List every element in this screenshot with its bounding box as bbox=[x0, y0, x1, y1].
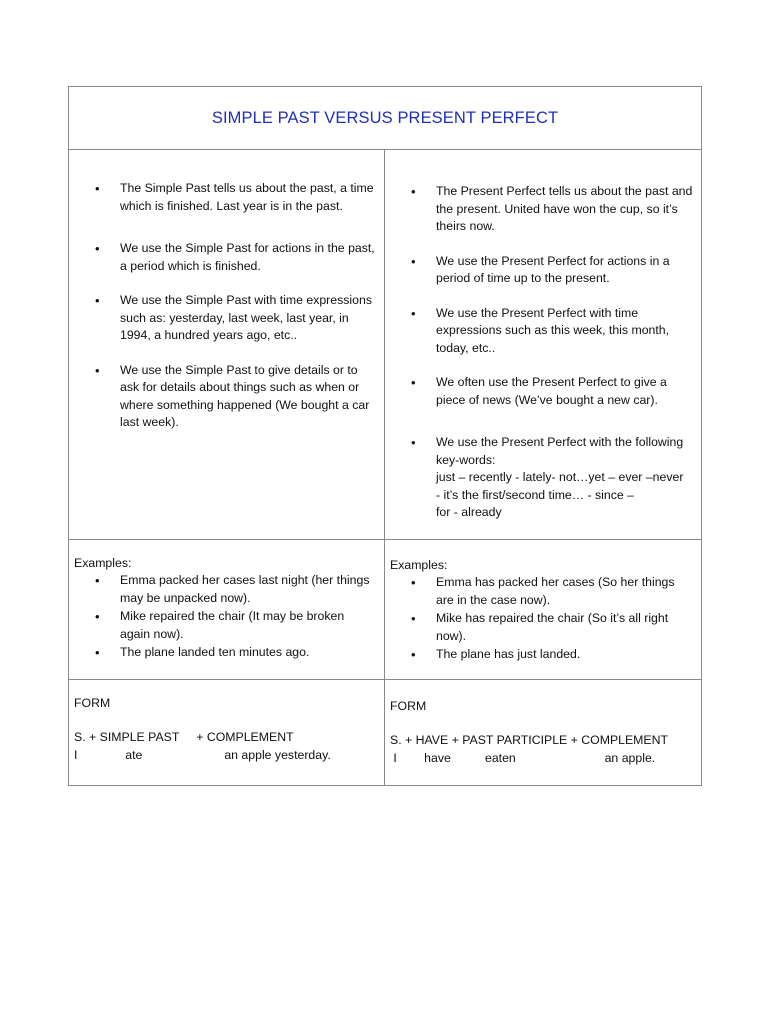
example-item: • Emma packed her cases last night (her things may be unpacked now). bbox=[73, 572, 380, 607]
form-label: FORM bbox=[74, 695, 111, 710]
title-cell bbox=[69, 87, 702, 150]
present-perfect-form-cell bbox=[385, 679, 702, 786]
present-perfect-examples bbox=[389, 574, 697, 664]
list-item: • We use the Simple Past for actions in the past, a period which is finished. bbox=[69, 240, 384, 275]
example-item: • The plane has just landed. bbox=[389, 646, 697, 664]
keywords-line: just – recently - lately- not…yet – ever –never bbox=[436, 470, 684, 484]
present-perfect-points bbox=[385, 183, 701, 522]
present-perfect-points-cell bbox=[385, 150, 702, 540]
list-item: • We use the Simple Past to give details or to ask for details about things such as when or where something happened (We bought a car last week). bbox=[69, 362, 384, 432]
list-item: • The Simple Past tells us about the past, a time which is finished. Last year is in the past. bbox=[69, 180, 384, 215]
simple-past-examples-cell bbox=[69, 539, 385, 679]
list-item: • We use the Present Perfect with time expressions such as this week, this month, today, etc.. bbox=[385, 305, 701, 358]
form-structure: S. + HAVE + PAST PARTICIPLE + COMPLEMENT bbox=[390, 733, 669, 747]
keywords-line: - it’s the first/second time… - since – bbox=[436, 487, 634, 502]
keywords-intro: • We use the Present Perfect with the following key-words: bbox=[436, 435, 684, 467]
keywords-item bbox=[385, 434, 701, 522]
example-item: • Mike has repaired the chair (So it’s all right now). bbox=[389, 610, 697, 645]
list-item: • We often use the Present Perfect to give a piece of news (We’ve bought a new car). bbox=[385, 374, 701, 409]
simple-past-points bbox=[69, 180, 384, 432]
simple-past-points-cell bbox=[69, 150, 385, 540]
comparison-table bbox=[68, 86, 702, 786]
form-structure: S. + SIMPLE PAST + COMPLEMENT bbox=[74, 730, 294, 744]
simple-past-examples bbox=[73, 572, 380, 662]
list-item: • We use the Simple Past with time expressions such as: yesterday, last week, last year, in 1994, a hundred years ago, etc.. bbox=[69, 292, 384, 345]
present-perfect-examples-cell bbox=[385, 539, 702, 679]
example-item: • The plane landed ten minutes ago. bbox=[73, 644, 380, 662]
list-item: • We use the Present Perfect for actions in a period of time up to the present. bbox=[385, 253, 701, 288]
examples-label: Examples: bbox=[390, 557, 448, 572]
page-title: SIMPLE PAST VERSUS PRESENT PERFECT bbox=[211, 109, 559, 128]
example-item: • Emma has packed her cases (So her things are in the case now). bbox=[389, 574, 697, 609]
example-item: • Mike repaired the chair (It may be broken again now). bbox=[73, 608, 380, 643]
form-example: I have eaten an apple. bbox=[390, 750, 656, 765]
examples-label: Examples: bbox=[74, 555, 132, 570]
form-label: FORM bbox=[390, 698, 427, 713]
list-item: • The Present Perfect tells us about the past and the present. United have won the cup, so it’s theirs now. bbox=[385, 183, 701, 236]
keywords-line: for - already bbox=[436, 505, 502, 519]
simple-past-form-cell bbox=[69, 679, 385, 786]
form-example: I ate an apple yesterday. bbox=[74, 747, 331, 762]
